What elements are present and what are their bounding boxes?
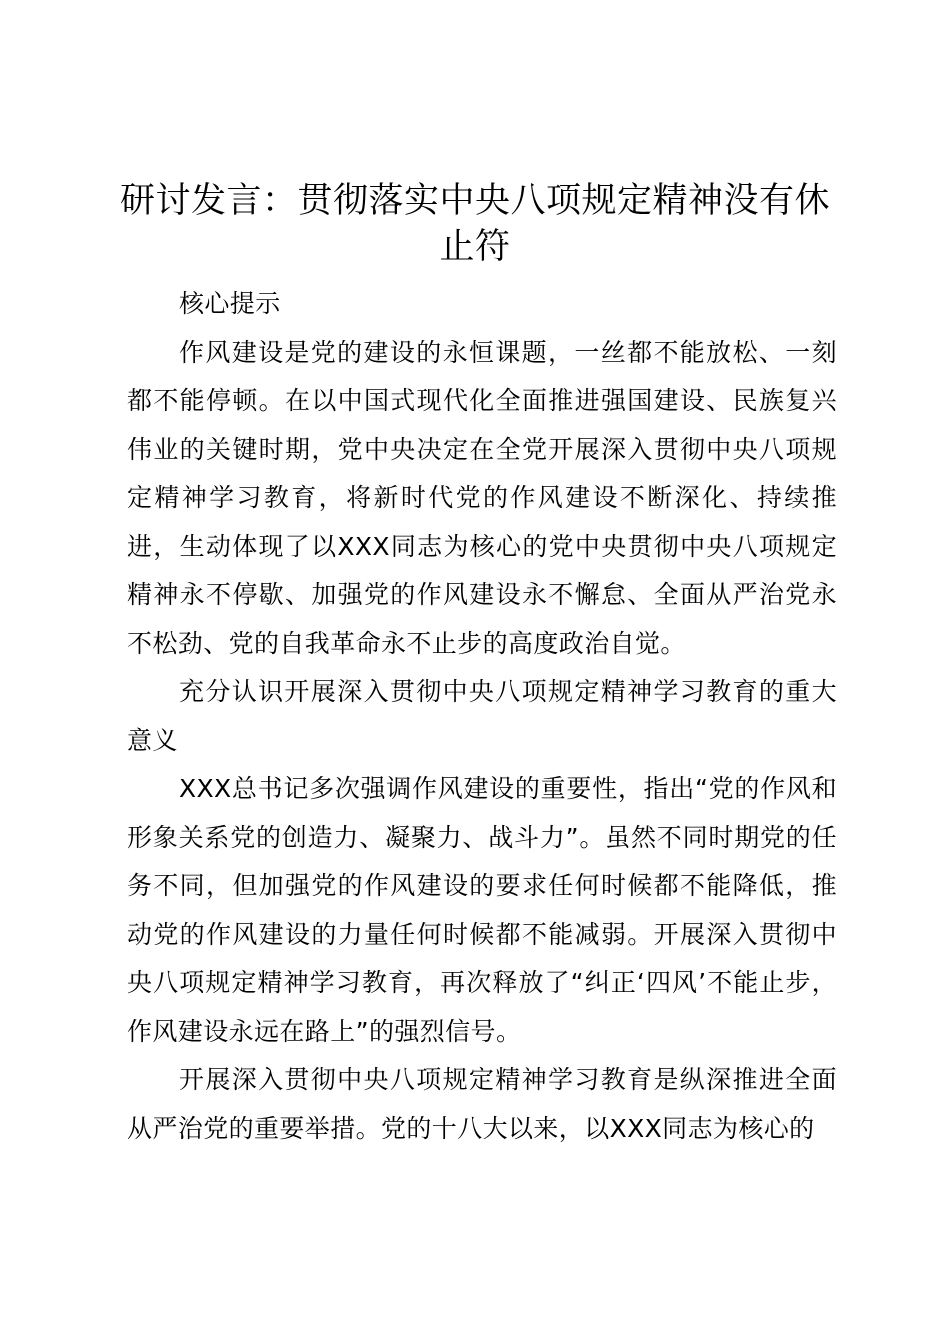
paragraph: 作风建设是党的建设的永恒课题，一丝都不能放松、一刻都不能停顿。在以中国式现代化全面推进强国建设、民族复兴伟业的关键时期，党中央决定在全党开展深入贯彻中央八项规定精神学习教育，将新时代党的作风建设不断深化、持续推进，生动体现了以XXX同志为核心的党中央贯彻中央八项规定精神永不停歇、加强党的作风建设永不懈怠、全面从严治党永不松劲、党的自我革命永不止步的高度政治自觉。: [127, 337, 837, 658]
paragraph: 开展深入贯彻中央八项规定精神学习教育是纵深推进全面从严治党的重要举措。党的十八大以来，以XXX同志为核心的: [127, 1065, 837, 1143]
paragraph-core-tip: 核心提示: [179, 289, 281, 318]
document-title: 研讨发言：贯彻落实中央八项规定精神没有休止符: [120, 181, 831, 267]
paragraph: XXX总书记多次强调作风建设的重要性，指出“党的作风和形象关系党的创造力、凝聚力、战斗力”。虽然不同时期党的任务不同，但加强党的作风建设的要求任何时候都不能降低，推动党的作风建设的力量任何时候都不能减弱。开展深入贯彻中央八项规定精神学习教育，再次释放了“纠正‘四风’不能止步，作风建设永远在路上”的强烈信号。: [127, 774, 837, 1046]
document-body: [127, 280, 837, 1153]
section-heading: 充分认识开展深入贯彻中央八项规定精神学习教育的重大意义: [127, 677, 837, 755]
